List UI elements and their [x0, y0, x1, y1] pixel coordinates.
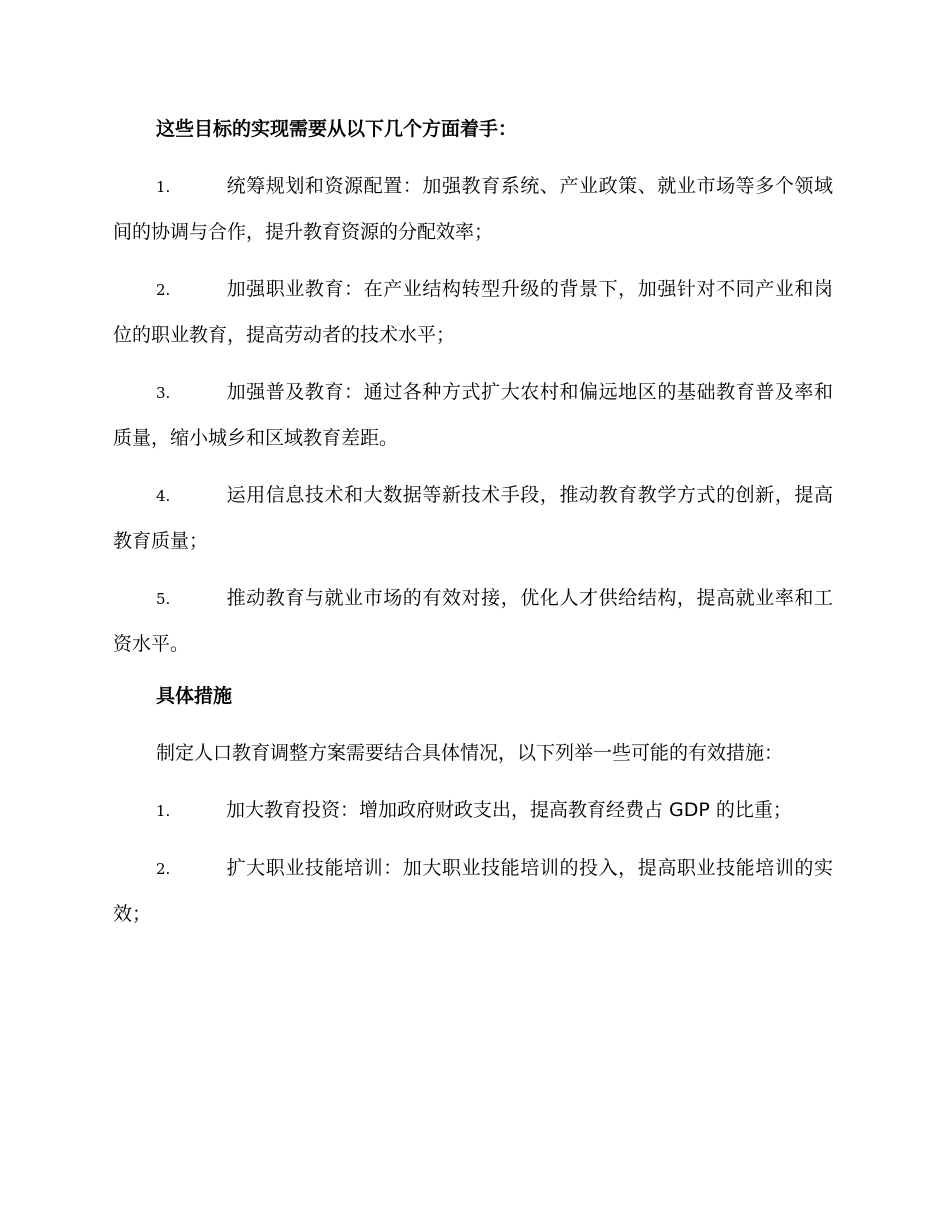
goal-item-number: 1.	[156, 178, 171, 196]
measures-intro: 制定人口教育调整方案需要结合具体情况，以下列举一些可能的有效措施：	[156, 742, 784, 764]
measure-item-number: 2.	[156, 860, 171, 878]
measures-heading: 具体措施	[156, 685, 233, 707]
goal-item-number: 3.	[156, 384, 171, 402]
intro-heading: 这些目标的实现需要从以下几个方面着手：	[156, 118, 518, 140]
goal-item-number: 5.	[156, 590, 171, 608]
measure-item-text: 加大教育投资：增加政府财政支出，提高教育经费占 GDP 的比重；	[226, 799, 792, 821]
measure-item-text: 扩大职业技能培训：加大职业技能培训的投入，提高职业技能培训的实效；	[113, 857, 833, 925]
goal-item-text: 加强普及教育：通过各种方式扩大农村和偏远地区的基础教育普及率和质量，缩小城乡和区域教育差距。	[113, 381, 833, 449]
goal-item-text: 运用信息技术和大数据等新技术手段，推动教育教学方式的创新，提高教育质量；	[113, 484, 833, 552]
goal-item-number: 2.	[156, 281, 171, 299]
measure-item	[113, 846, 833, 937]
document-content	[113, 112, 833, 949]
goal-item-text: 加强职业教育：在产业结构转型升级的背景下，加强针对不同产业和岗位的职业教育，提高劳动者的技术水平；	[113, 278, 833, 346]
goal-item-number: 4.	[156, 487, 171, 505]
goal-item	[113, 164, 833, 255]
goal-item	[113, 267, 833, 358]
goal-item	[113, 576, 833, 667]
goal-item-text: 统筹规划和资源配置：加强教育系统、产业政策、就业市场等多个领域间的协调与合作，提升教育资源的分配效率；	[113, 175, 833, 243]
goal-item	[113, 370, 833, 461]
measure-item	[113, 788, 833, 834]
measure-item-number: 1.	[156, 802, 171, 820]
goal-item-text: 推动教育与就业市场的有效对接，优化人才供给结构，提高就业率和工资水平。	[113, 587, 833, 655]
goal-item	[113, 473, 833, 564]
